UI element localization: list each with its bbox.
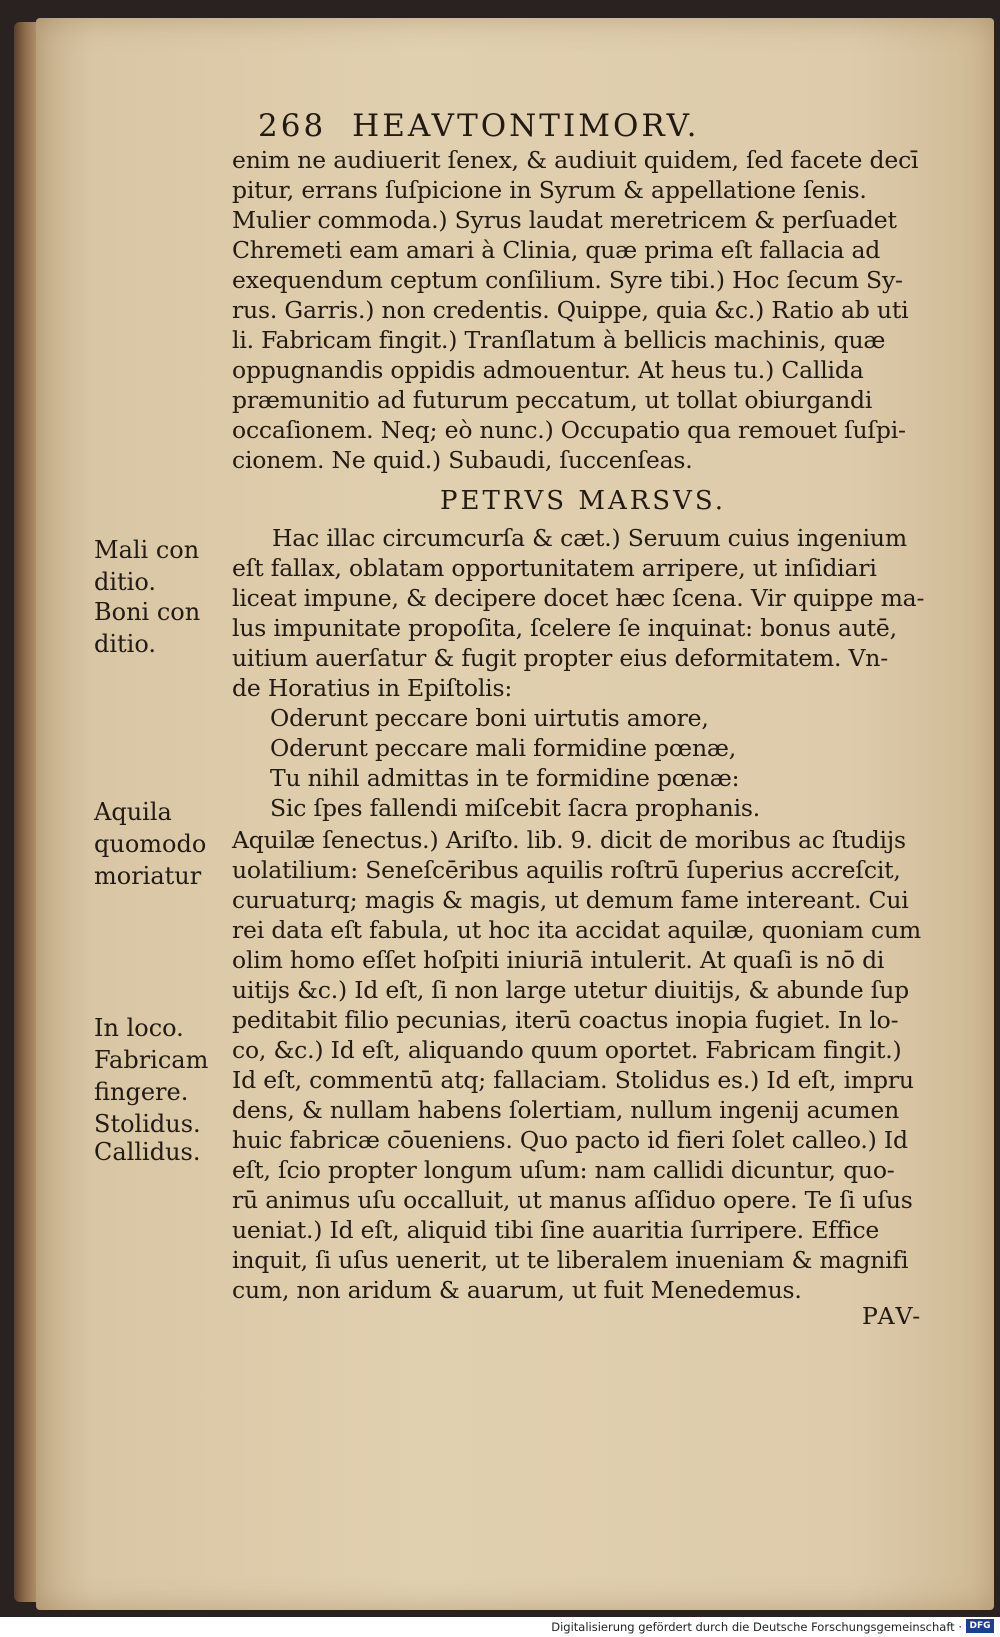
margin-note <box>94 534 199 598</box>
body-line: lus impunitate propoſita, ſcelere ſe inquinat: bonus autē, <box>232 614 897 642</box>
body-line: Id eſt, commentū atq; fallaciam. Stolidus es.) Id eſt, impru <box>232 1066 914 1094</box>
body-line: curuaturq; magis & magis, ut demum fame intereant. Cui <box>232 886 909 914</box>
margin-note-line: ditio. <box>94 630 157 658</box>
margin-note-line: Boni con <box>94 598 201 626</box>
margin-note-line: Mali con <box>94 536 200 564</box>
margin-note <box>94 1012 184 1044</box>
body-line: rei data eſt fabula, ut hoc ita accidat aquilæ, quoniam cum <box>232 916 921 944</box>
body-line: occaſionem. Neq; eò nunc.) Occupatio qua remouet ſuſpi- <box>232 416 906 444</box>
body-line: enim ne audiuerit ſenex, & audiuit quidem, ſed facete decī <box>232 146 919 174</box>
margin-note <box>94 1136 200 1168</box>
margin-note-line: fingere. <box>94 1078 189 1106</box>
quote-line: Tu nihil admittas in te formidine pœnæ: <box>270 764 740 792</box>
body-line: rū animus uſu occalluit, ut manus aſſiduo opere. Te ſi uſus <box>232 1186 913 1214</box>
margin-note-line: ditio. <box>94 568 157 596</box>
body-line: uitijs &c.) Id eſt, ſi non large utetur diuitijs, & abunde ſup <box>232 976 909 1004</box>
margin-note-line: Fabricam <box>94 1046 209 1074</box>
body-line: li. Fabricam fingit.) Tranſlatum à bellicis machinis, quæ <box>232 326 886 354</box>
page-number: 268 <box>258 108 327 144</box>
margin-note <box>94 796 206 892</box>
margin-note-line: Stolidus. <box>94 1110 201 1138</box>
body-line: Hac illac circumcurſa & cæt.) Seruum cuius ingenium <box>272 524 907 552</box>
quote-line: Oderunt peccare boni uirtutis amore, <box>270 704 709 732</box>
body-line: de Horatius in Epiſtolis: <box>232 674 513 702</box>
catchword: PAV- <box>862 1302 923 1330</box>
body-line: ueniat.) Id eſt, aliquid tibi ſine auaritia ſurripere. Effice <box>232 1216 880 1244</box>
margin-note-line: moriatur <box>94 862 202 890</box>
margin-note-line: quomodo <box>94 830 207 858</box>
body-line: rus. Garris.) non credentis. Quippe, quia &c.) Ratio ab uti <box>232 296 909 324</box>
body-line: co, &c.) Id eſt, aliquando quum oportet. Fabricam fingit.) <box>232 1036 902 1064</box>
body-line: oppugnandis oppidis admouentur. At heus tu.) Callida <box>232 356 864 384</box>
body-line: uolatilium: Seneſcēribus aquilis roſtrū ſuperius accreſcit, <box>232 856 901 884</box>
body-line: exequendum ceptum conſilium. Syre tibi.) Hoc ſecum Sy- <box>232 266 903 294</box>
body-line: Chremeti eam amari à Clinia, quæ prima eſt fallacia ad <box>232 236 881 264</box>
body-line: eſt fallax, oblatam opportunitatem arripere, ut inſidiari <box>232 554 877 582</box>
quote-line: Sic ſpes fallendi miſcebit ſacra prophanis. <box>270 794 761 822</box>
body-line: cionem. Ne quid.) Subaudi, ſuccenſeas. <box>232 446 693 474</box>
body-line: inquit, ſi uſus uenerit, ut te liberalem inueniam & magnifi <box>232 1246 909 1274</box>
margin-note-line: Callidus. <box>94 1138 201 1166</box>
margin-note-line: Aquila <box>94 798 172 826</box>
body-line: liceat impune, & decipere docet hæc ſcena. Vir quippe ma- <box>232 584 925 612</box>
running-title: HEAVTONTIMORV. <box>352 108 700 144</box>
body-line: uitium auerſatur & fugit propter eius deformitatem. Vn- <box>232 644 888 672</box>
body-line: eſt, ſcio propter longum uſum: nam callidi dicuntur, quo- <box>232 1156 895 1184</box>
body-line: Aquilæ ſenectus.) Ariſto. lib. 9. dicit de moribus ac ſtudijs <box>232 826 906 854</box>
body-line: olim homo eſſet hoſpiti iniuriā intulerit. At quaſi is nō di <box>232 946 885 974</box>
dfg-logo: DFG <box>966 1619 994 1633</box>
margin-note <box>94 596 200 660</box>
body-line: pitur, errans ſuſpicione in Syrum & appellatione ſenis. <box>232 176 867 204</box>
digitization-footer <box>0 1617 1000 1637</box>
body-line: Mulier commoda.) Syrus laudat meretricem & perſuadet <box>232 206 897 234</box>
body-line: dens, & nullam habens ſolertiam, nullum ingenij acumen <box>232 1096 900 1124</box>
body-line: cum, non aridum & auarum, ut fuit Menedemus. <box>232 1276 802 1304</box>
section-heading: PETRVS MARSVS. <box>440 486 727 516</box>
quote-line: Oderunt peccare mali formidine pœnæ, <box>270 734 737 762</box>
body-line: præmunitio ad futurum peccatum, ut tollat obiurgandi <box>232 386 873 414</box>
footer-text: Digitalisierung gefördert durch die Deutsche Forschungsgemeinschaft · <box>551 1620 962 1634</box>
running-header <box>258 108 699 144</box>
margin-note-line: In loco. <box>94 1014 184 1042</box>
body-line: huic fabricæ cōueniens. Quo pacto id fieri ſolet calleo.) Id <box>232 1126 908 1154</box>
margin-note <box>94 1044 208 1108</box>
body-line: peditabit filio pecunias, iterū coactus inopia fugiet. In lo- <box>232 1006 899 1034</box>
